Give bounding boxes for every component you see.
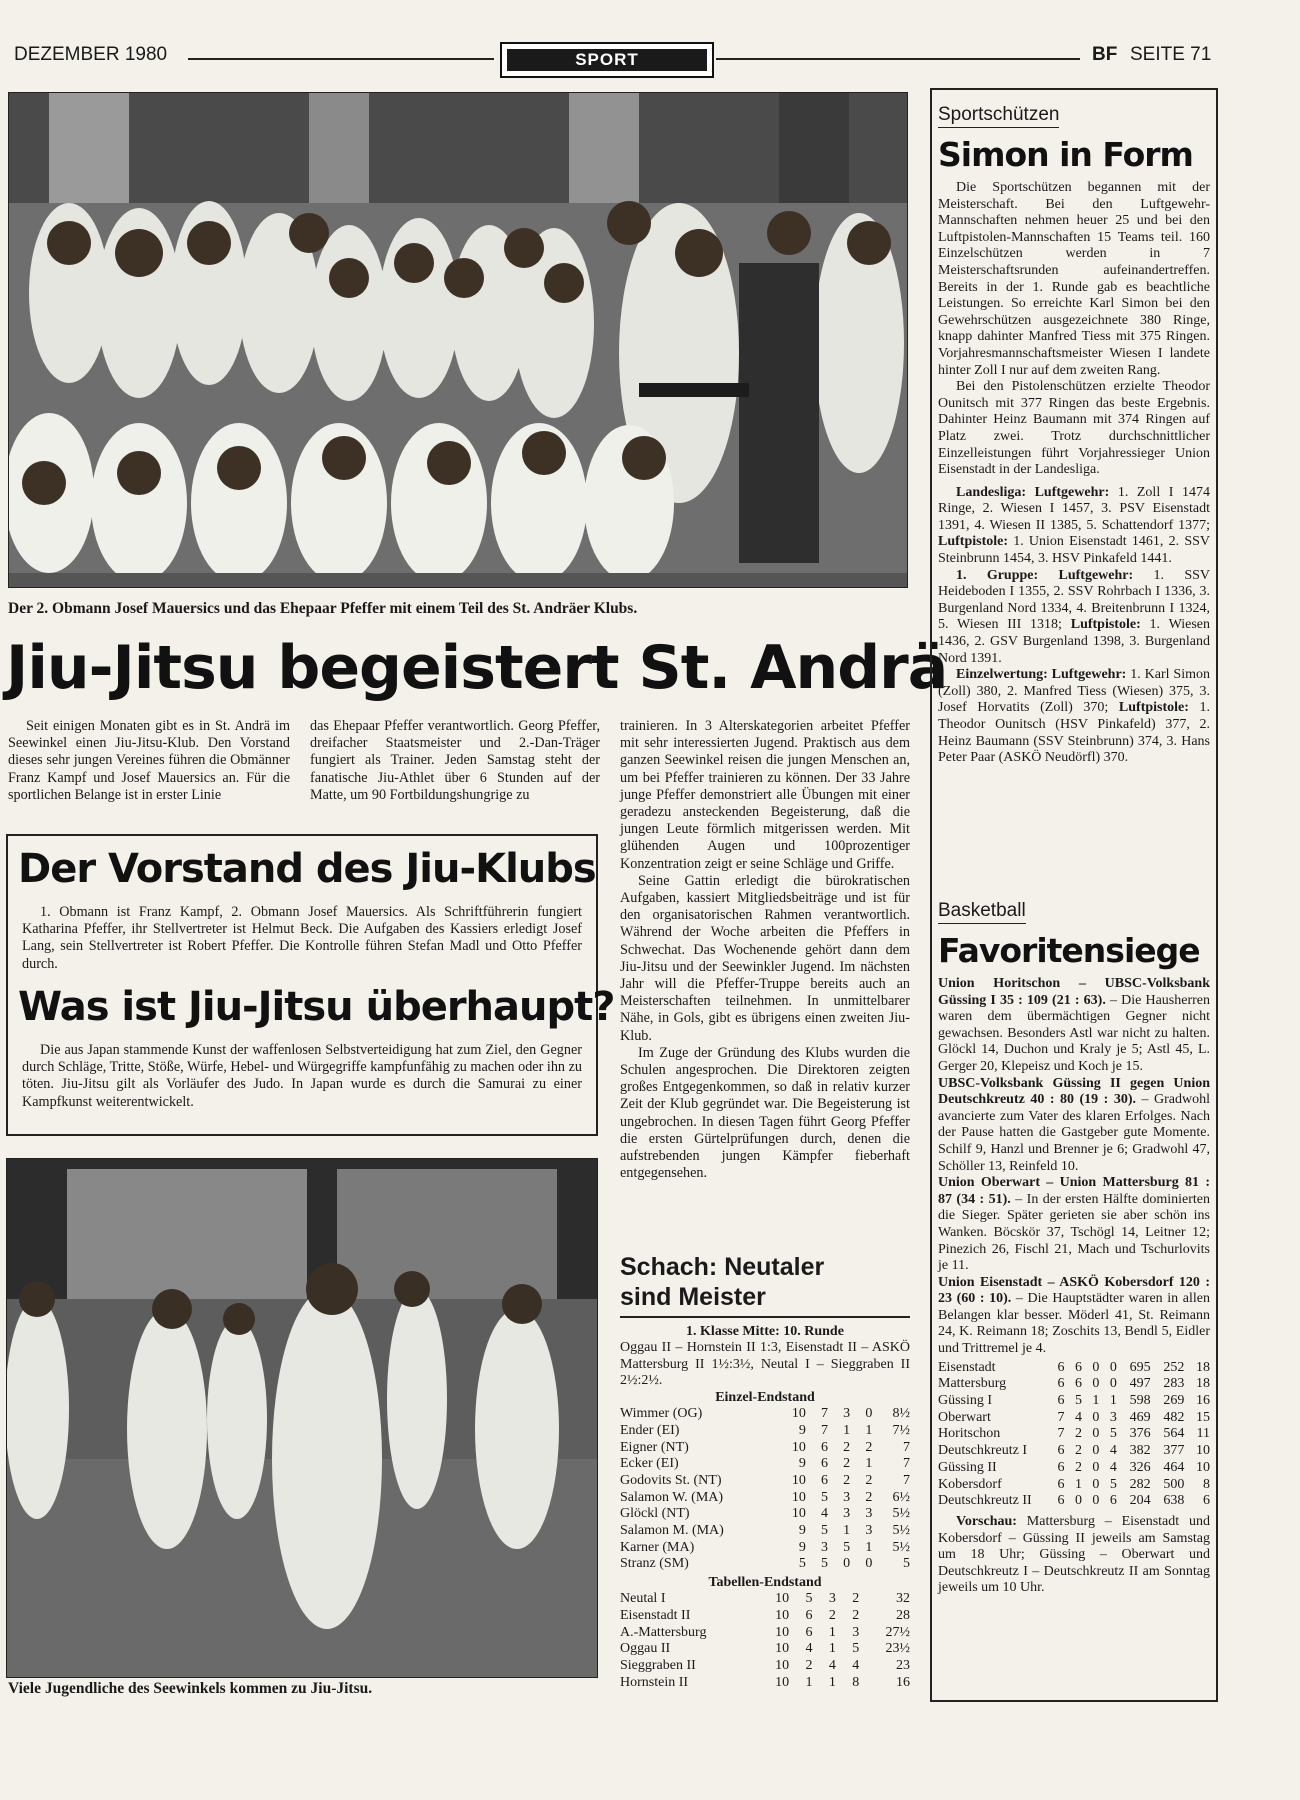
einzel-row	[620, 1540, 910, 1557]
row-value: 3	[1109, 1409, 1117, 1425]
game-1-head: Union Horitschon – UBSC-Volksbank Güssing I 35 : 109 (21 : 63).	[938, 976, 1210, 1008]
article-col-2	[310, 718, 600, 804]
sportschuetzen-body	[938, 180, 1210, 767]
row-value: 27½	[885, 1624, 910, 1640]
schach-tabellen-table	[620, 1591, 910, 1691]
sportschuetzen-r1	[938, 485, 1210, 568]
row-value: 10	[791, 1406, 806, 1422]
sportschuetzen-p2: Bei den Pistolenschützen erzielte Theodor Ounitsch mit 377 Ringen das beste Ergebnis. Dahinter Heinz Baumann mit 374 Ringen auf Platz zwei. Trotz durchschnittlicher Einzelleistungen führt Vorjahressieger Union Eisenstadt in der Landesliga.	[938, 379, 1210, 478]
top-photo	[8, 92, 908, 588]
row-value: 6	[805, 1624, 813, 1640]
row-value: 5½	[892, 1523, 910, 1539]
row-value: 10	[775, 1624, 790, 1640]
row-value: 6	[1057, 1443, 1065, 1459]
article-col-1	[8, 718, 290, 804]
r1-label2: Luftpistole:	[938, 534, 1008, 550]
row-value: 10	[1196, 1459, 1210, 1475]
row-label: Güssing II	[938, 1459, 997, 1475]
row-value: 377	[1163, 1443, 1185, 1459]
r1-text2: 1. Union Eisenstadt 1461, 2. SSV Steinbrunn 1454, 3. HSV Pinkafeld 1441.	[938, 534, 1211, 567]
vorstand-box	[6, 834, 615, 1136]
row-value: 4	[852, 1657, 860, 1673]
einzel-row	[620, 1490, 910, 1507]
row-label: Karner (MA)	[620, 1539, 695, 1555]
row-value: 376	[1129, 1426, 1151, 1442]
row-label: Glöckl (NT)	[620, 1506, 690, 1522]
row-value: 469	[1129, 1409, 1151, 1425]
tabelle-row	[620, 1591, 910, 1608]
r3-label2: Luftpistole:	[1118, 700, 1189, 716]
row-value: 32	[896, 1591, 910, 1607]
row-value: 10	[775, 1607, 790, 1623]
row-value: 6	[1057, 1493, 1065, 1509]
row-value: 7	[903, 1456, 910, 1472]
article-col-3-p3: Im Zuge der Gründung des Klubs wurden die Schulen angesprochen. Die Direktoren zeigten großes Entgegenkommen, so daß in relativ kurzer Zeit der Klub gegründet war. Die Begeisterung ist ungebrochen. In diesen Tagen führt Georg Pfeffer die ersten Gürtelprüfungen durch, denen die aufstrebenden jungen Kämpfer fieberhaft entgegensehen.	[620, 1044, 910, 1182]
row-value: 6	[1203, 1493, 1210, 1509]
row-value: 2	[843, 1472, 851, 1488]
row-value: 5	[852, 1641, 860, 1657]
sportschuetzen-kicker: Sportschützen	[938, 104, 1059, 128]
basketball-row	[938, 1460, 1210, 1477]
row-value: 7	[903, 1439, 910, 1455]
r3-text: 1. Karl Simon (Zoll) 380, 2. Manfred Tiess (Wiesen) 375, 3. Josef Horvatits (Zoll) 370;	[938, 667, 1210, 716]
row-value: 5	[1074, 1393, 1082, 1409]
sportschuetzen-section	[938, 104, 1210, 767]
row-value: 5	[821, 1523, 828, 1539]
row-value: 5	[821, 1489, 828, 1505]
basketball-kicker: Basketball	[938, 900, 1026, 924]
basketball-table	[938, 1360, 1210, 1510]
einzel-row	[620, 1406, 910, 1423]
row-value: 695	[1129, 1359, 1151, 1375]
row-value: 9	[798, 1539, 806, 1555]
row-value: 11	[1196, 1426, 1210, 1442]
was-ist-paragraph: Die aus Japan stammende Kunst der waffenlosen Selbstverteidigung hat zum Ziel, den Gegner durch Schläge, Tritte, Stöße, Würfe, Hebel- und Würgegriffe kampfunfähig zu machen oder ihn zu töten. Jiu-Jitsu gilt als Vorläufer des Judo. In Japan wurde es durch die Samurai zu einer Kampfkunst weiterentwickelt.	[22, 1042, 582, 1110]
row-value: 6	[1057, 1476, 1065, 1492]
row-label: Sieggraben II	[620, 1657, 696, 1673]
section-label: SPORT	[507, 49, 707, 71]
sportschuetzen-r2	[938, 568, 1210, 668]
game-4-text: – Die Hauptstädter waren in allen Belangen klar besser. Möderl 41, St. Reimann 24, K. Reimann 18; Zoschits 13, Bendl 5, Eidler und Trittremel je 4.	[938, 1291, 1210, 1357]
bottom-photo-caption: Viele Jugendliche des Seewinkels kommen zu Jiu-Jitsu.	[8, 1680, 373, 1697]
row-label: Salamon W. (MA)	[620, 1489, 724, 1505]
row-value: 23	[896, 1657, 910, 1673]
row-value: 6	[1057, 1376, 1065, 1392]
row-value: 497	[1129, 1376, 1151, 1392]
row-value: 6	[1074, 1359, 1082, 1375]
row-value: 6	[805, 1607, 813, 1623]
row-value: 283	[1163, 1376, 1185, 1392]
tabelle-row	[620, 1658, 910, 1675]
row-value: 252	[1163, 1359, 1185, 1375]
game-2-head: UBSC-Volksbank Güssing II gegen Union Deutschkreutz 40 : 80 (19 : 30).	[938, 1075, 1210, 1108]
row-value: 1	[865, 1422, 873, 1438]
row-value: 10	[775, 1674, 790, 1690]
row-value: 2	[1074, 1459, 1082, 1475]
bottom-photo	[6, 1158, 598, 1678]
row-value: 1	[1092, 1393, 1100, 1409]
game-4-head: Union Eisenstadt – ASKÖ Kobersdorf 120 : 23 (60 : 10).	[938, 1274, 1210, 1307]
row-value: 9	[798, 1422, 806, 1438]
row-value: 10	[775, 1657, 790, 1673]
row-value: 15	[1196, 1409, 1210, 1425]
row-value: 6	[1057, 1359, 1065, 1375]
row-value: 4	[1109, 1443, 1117, 1459]
schach-results-text: Oggau II – Hornstein II 1:3, Eisenstadt II – ASKÖ Mattersburg II 1½:3½, Neutal I – Sieggraben II 2½:2½.	[620, 1340, 910, 1389]
row-value: 638	[1163, 1493, 1185, 1509]
row-label: Güssing I	[938, 1393, 993, 1409]
basketball-row	[938, 1376, 1210, 1393]
schach-headline-line-1: Schach: Neutaler	[620, 1253, 825, 1281]
row-value: 4	[1109, 1459, 1117, 1475]
basketball-body	[938, 976, 1210, 1358]
row-value: 0	[1092, 1459, 1100, 1475]
row-value: 28	[896, 1607, 910, 1623]
row-value: 1	[865, 1456, 873, 1472]
row-value: 8½	[892, 1406, 910, 1422]
row-value: 6	[1109, 1493, 1117, 1509]
r2-label2: Luftpistole:	[1070, 617, 1141, 633]
row-value: 0	[1092, 1476, 1100, 1492]
row-value: 3	[865, 1523, 873, 1539]
row-value: 6	[1074, 1376, 1082, 1392]
row-label: Wimmer (OG)	[620, 1406, 703, 1422]
schach-einzel-table	[620, 1406, 910, 1573]
einzel-row	[620, 1456, 910, 1473]
row-value: 2	[865, 1472, 873, 1488]
row-value: 10	[1196, 1443, 1210, 1459]
r1-text: 1. Zoll I 1474 Ringe, 2. Wiesen I 1457, 3. PSV Eisenstadt 1391, 4. Wiesen II 1385, 5. Schattendorf 1377;	[938, 484, 1211, 533]
row-value: 2	[865, 1439, 873, 1455]
row-value: 0	[1074, 1493, 1082, 1509]
row-value: 8	[852, 1674, 860, 1690]
basketball-row	[938, 1360, 1210, 1377]
article-col-3-p1: trainieren. In 3 Alterskategorien arbeitet Pfeffer mit sehr interessierten Jugend. Praktisch aus dem ganzen Seewinkel reisen die jungen Menschen an, um bei Pfeffer trainieren zu können. Der 33 Jahre junge Pfeffer demonstriert alle Übungen mit einer geradezu ansteckenden Begeisterung, daß die jungen Leute förmlich mitgerissen werden. Mit glühenden Augen und 100prozentiger Konzentration zeigt er seine Schläge und Griffe.	[620, 718, 910, 872]
row-label: Eisenstadt	[938, 1359, 996, 1375]
row-value: 2	[1074, 1443, 1082, 1459]
row-label: Salamon M. (MA)	[620, 1523, 724, 1539]
row-value: 7	[1057, 1426, 1065, 1442]
row-value: 3	[828, 1591, 836, 1607]
row-value: 5	[805, 1591, 813, 1607]
row-value: 0	[865, 1406, 873, 1422]
tabelle-row	[620, 1625, 910, 1642]
row-value: 7	[903, 1472, 910, 1488]
einzel-row	[620, 1473, 910, 1490]
article-col-2-text: das Ehepaar Pfeffer verantwortlich. Georg Pfeffer, dreifacher Staatsmeister und 2.-Dan-Träger fungiert als Trainer. Jeden Samstag steht der fanatische Jiu-Athlet über 6 Stunden auf der Matte, um 90 Fortbildungshungrige zu	[310, 718, 600, 803]
tabelle-row	[620, 1675, 910, 1692]
row-value: 2	[843, 1439, 851, 1455]
einzel-row	[620, 1440, 910, 1457]
basketball-vorschau	[938, 1514, 1210, 1597]
r2-text2: 1. Wiesen 1436, 2. GSV Burgenland 1398, 3. Burgenland Nord 1391.	[938, 617, 1210, 666]
vorstand-paragraph: 1. Obmann ist Franz Kampf, 2. Obmann Josef Mauersics. Als Schriftführerin fungiert Katharina Pfeffer, ihr Stellvertreter ist Helmut Beck. Die Aufgaben des Kassiers erledigt Josef Lang, sein Stellvertreter ist Robert Pfeffer. Die Kontrolle führen Stefan Madl und Otto Pfeffer durch.	[22, 904, 582, 972]
row-value: 3	[865, 1506, 873, 1522]
row-value: 5	[1109, 1426, 1117, 1442]
row-value: 7	[821, 1406, 828, 1422]
row-value: 6	[821, 1472, 828, 1488]
row-value: 6	[821, 1456, 828, 1472]
vorschau-text: Mattersburg – Eisenstadt und Kobersdorf – Güssing II jeweils am Samstag um 18 Uhr; Güssing – Oberwart und Deutschkreutz I – Deutschkreutz II am Sonntag jeweils um 10 Uhr.	[938, 1513, 1210, 1596]
row-value: 10	[791, 1439, 806, 1455]
row-value: 9	[798, 1456, 806, 1472]
row-value: 18	[1196, 1359, 1210, 1375]
was-ist-text	[22, 1042, 582, 1111]
row-value: 0	[843, 1556, 851, 1572]
row-label: Ender (EI)	[620, 1422, 680, 1438]
row-value: 1	[805, 1674, 813, 1690]
game-3-text: – In der ersten Hälfte dominierten die Sieger. Später gerieten sie aber schön ins Wanken. Böcskör 37, Tschögl 14, Leitner 12; Pinezich 26, Fischl 21, Mach und Tschurlovits je 11.	[938, 1191, 1210, 1274]
row-value: 5	[798, 1556, 806, 1572]
row-value: 10	[775, 1591, 790, 1607]
schach-section	[620, 1252, 910, 1691]
schach-round-title: 1. Klasse Mitte: 10. Runde	[686, 1324, 844, 1339]
row-label: Eisenstadt II	[620, 1607, 691, 1623]
row-value: 5	[903, 1556, 910, 1572]
row-value: 2	[852, 1607, 860, 1623]
game-2-text: – Gradwohl avancierte zum Vater des klaren Erfolges. Nach der Pause hatten die Gastgeber gute Momente. Schilf 9, Hanzl und Brenner je 6; Gradwohl 47, Schöller 13, Reinfeld 10.	[938, 1092, 1210, 1174]
tabelle-row	[620, 1641, 910, 1658]
issue-date: DEZEMBER 1980	[14, 44, 168, 65]
basketball-row	[938, 1493, 1210, 1510]
row-value: 1	[1074, 1476, 1082, 1492]
vorschau-label: Vorschau:	[956, 1513, 1017, 1529]
schach-tabellen-title: Tabellen-Endstand	[708, 1575, 822, 1591]
row-value: 204	[1129, 1493, 1151, 1509]
r2-label: 1. Gruppe: Luftgewehr:	[956, 567, 1134, 583]
row-value: 326	[1129, 1459, 1151, 1475]
page-number: SEITE 71	[1130, 44, 1212, 65]
row-value: 0	[1109, 1376, 1117, 1392]
vorstand-text	[22, 904, 582, 973]
game-1-text: – Die Hausherren waren dem übermächtigen Gegner nicht gewachsen. Besonders Astl war nicht zu halten. Glöckl 14, Duchon und Kraly je 5; Astl 45, L. Gerger 20, Klepeisz und Koch je 15.	[938, 992, 1210, 1074]
row-value: 7½	[892, 1422, 910, 1438]
article-col-3-p2: Seine Gattin erledigt die bürokratischen Aufgaben, kassiert Mitgliedsbeiträge und ist für den organisatorischen Rahmen verantwortlich. Während der Woche arbeiten die Pfeffers in Schwechat. Das Wochenende gehört dann dem Jiu-Jitsu und der Seewinkler Jugend. Im nächsten Jahr will die Pfeffer-Truppe bereits auch an Meisterschaften teilnehmen. In unmittelbarer Nähe, in Gols, gibt es übrigens einen zweiten Jiu-Klub.	[620, 872, 910, 1044]
row-value: 16	[1196, 1393, 1210, 1409]
basketball-headline: Favoritensiege	[938, 931, 1200, 970]
row-label: Neutal I	[620, 1591, 666, 1607]
schach-einzel-title: Einzel-Endstand	[715, 1390, 815, 1406]
schach-results	[620, 1340, 910, 1390]
row-value: 7	[821, 1422, 828, 1438]
row-value: 2	[843, 1456, 851, 1472]
row-value: 3	[843, 1489, 851, 1505]
row-label: Hornstein II	[620, 1674, 689, 1690]
basketball-row	[938, 1477, 1210, 1494]
row-value: 16	[896, 1674, 910, 1690]
row-value: 10	[791, 1489, 806, 1505]
row-value: 9	[798, 1523, 806, 1539]
r3-text2: 1. Theodor Ounitsch (HSV Pinkafeld) 377, 2. Heinz Baumann (SSV Steinbrunn) 374, 3. Hans Peter Paar (ASKÖ Neudörfl) 370.	[938, 700, 1211, 766]
row-value: 4	[821, 1506, 828, 1522]
row-value: 0	[865, 1556, 873, 1572]
article-col-3	[620, 718, 910, 1182]
row-value: 3	[843, 1506, 851, 1522]
row-value: 0	[1092, 1443, 1100, 1459]
row-value: 23½	[885, 1641, 910, 1657]
row-value: 5½	[892, 1506, 910, 1522]
row-value: 0	[1092, 1376, 1100, 1392]
row-value: 1	[828, 1624, 836, 1640]
row-value: 8	[1203, 1476, 1210, 1492]
row-value: 1	[828, 1674, 836, 1690]
row-label: Godovits St. (NT)	[620, 1472, 722, 1488]
was-ist-headline: Was ist Jiu-Jitsu überhaupt?	[18, 984, 615, 1030]
basketball-row	[938, 1410, 1210, 1427]
row-label: Ecker (EI)	[620, 1456, 679, 1472]
row-label: Mattersburg	[938, 1376, 1007, 1392]
row-value: 2	[852, 1591, 860, 1607]
row-value: 2	[865, 1489, 873, 1505]
row-value: 10	[791, 1472, 806, 1488]
row-value: 0	[1092, 1493, 1100, 1509]
sportschuetzen-headline: Simon in Form	[938, 135, 1193, 174]
row-value: 4	[805, 1641, 813, 1657]
sportschuetzen-r3	[938, 667, 1210, 767]
row-value: 5	[843, 1539, 851, 1555]
row-value: 2	[1074, 1426, 1082, 1442]
row-value: 1	[1109, 1393, 1117, 1409]
row-value: 598	[1129, 1393, 1151, 1409]
row-value: 6	[1057, 1393, 1065, 1409]
row-value: 3	[852, 1624, 860, 1640]
basketball-row	[938, 1393, 1210, 1410]
r1-label: Landesliga: Luftgewehr:	[956, 484, 1110, 500]
basketball-section	[938, 900, 1210, 1597]
row-value: 5½	[892, 1539, 910, 1555]
row-value: 5	[821, 1556, 828, 1572]
row-value: 1	[843, 1422, 851, 1438]
r3-label: Einzelwertung: Luftgewehr:	[956, 667, 1127, 683]
row-value: 1	[828, 1641, 836, 1657]
row-label: Deutschkreutz II	[938, 1493, 1032, 1509]
row-label: Eigner (NT)	[620, 1439, 689, 1455]
main-headline: Jiu-Jitsu begeistert St. Andrä	[6, 633, 948, 703]
row-value: 3	[821, 1539, 828, 1555]
header-rule-left	[188, 58, 494, 60]
row-value: 2	[805, 1657, 813, 1673]
schach-headline-line-2: sind Meister	[620, 1282, 910, 1318]
row-value: 4	[828, 1657, 836, 1673]
top-photo-caption: Der 2. Obmann Josef Mauersics und das Ehepaar Pfeffer mit einem Teil des St. Andräer Klubs.	[8, 600, 638, 617]
game-2	[938, 1076, 1210, 1176]
einzel-row	[620, 1523, 910, 1540]
row-value: 7	[1057, 1409, 1065, 1425]
row-value: 564	[1163, 1426, 1185, 1442]
row-value: 0	[1092, 1409, 1100, 1425]
row-value: 1	[843, 1523, 851, 1539]
row-value: 5	[1109, 1476, 1117, 1492]
paper-logo: BF	[1092, 44, 1118, 65]
row-value: 0	[1092, 1426, 1100, 1442]
row-label: A.-Mattersburg	[620, 1624, 707, 1640]
article-col-1-text: Seit einigen Monaten gibt es in St. Andrä im Seewinkel einen Jiu-Jitsu-Klub. Den Vorstand dieses sehr jungen Vereines führen die Obmänner Franz Kampf und Josef Mauersics an. Für die sportlichen Belange ist in erster Linie	[8, 718, 290, 803]
row-value: 500	[1163, 1476, 1185, 1492]
row-value: 10	[791, 1506, 806, 1522]
basketball-row	[938, 1426, 1210, 1443]
header-rule-right	[716, 58, 1080, 60]
row-value: 269	[1163, 1393, 1185, 1409]
game-3-head: Union Oberwart – Union Mattersburg 81 : 87 (34 : 51).	[938, 1175, 1210, 1207]
row-value: 1	[865, 1539, 873, 1555]
einzel-row	[620, 1423, 910, 1440]
game-1	[938, 976, 1210, 1076]
game-3	[938, 1175, 1210, 1275]
game-4	[938, 1275, 1210, 1358]
row-label: Oggau II	[620, 1641, 671, 1657]
row-value: 0	[1092, 1359, 1100, 1375]
row-value: 18	[1196, 1376, 1210, 1392]
sportschuetzen-p1: Die Sportschützen begannen mit der Meisterschaft. Bei den Luftgewehr-Mannschaften nehmen heuer 25 und bei den Luftpistolen-Mannschaften 15 Teams teil. 160 Einzelschützen werden in 7 Meisterschaftsrunden aufeinandertreffen. Bereits in der 1. Runde gab es beachtliche Leistungen. So erreichte Karl Simon bei den Gewehrschützen ausgezeichnete 380 Ringe, knapp dahinter Manfred Tiess mit 375 Ringen. Vorjahresmannschaftsmeister Wiesen I landete hinter Zoll I nur auf dem zweiten Rang.	[938, 180, 1210, 378]
row-value: 6	[821, 1439, 828, 1455]
vorstand-headline: Der Vorstand des Jiu-Klubs	[18, 846, 596, 892]
row-label: Deutschkreutz I	[938, 1443, 1028, 1459]
row-value: 464	[1163, 1459, 1185, 1475]
row-value: 6	[1057, 1459, 1065, 1475]
einzel-row	[620, 1506, 910, 1523]
r2-text: 1. SSV Heideboden I 1355, 2. SSV Rohrbach I 1336, 3. Burgenland Nord 1334, 4. Breitenbrunn I 1324, 5. Wiesen III 1318;	[938, 567, 1210, 633]
row-value: 4	[1074, 1409, 1082, 1425]
tabelle-row	[620, 1608, 910, 1625]
row-value: 0	[1109, 1359, 1117, 1375]
row-label: Oberwart	[938, 1409, 991, 1425]
sidebar-box	[930, 88, 1218, 1702]
row-value: 482	[1163, 1409, 1185, 1425]
row-value: 282	[1129, 1476, 1151, 1492]
row-value: 382	[1129, 1443, 1151, 1459]
row-label: Horitschon	[938, 1426, 1001, 1442]
basketball-row	[938, 1443, 1210, 1460]
row-label: Kobersdorf	[938, 1476, 1002, 1492]
row-label: Stranz (SM)	[620, 1556, 689, 1572]
row-value: 6½	[892, 1489, 910, 1505]
row-value: 10	[775, 1641, 790, 1657]
section-box	[500, 42, 714, 78]
row-value: 3	[843, 1406, 851, 1422]
einzel-row	[620, 1556, 910, 1573]
row-value: 2	[828, 1607, 836, 1623]
vorschau-paragraph	[938, 1514, 1210, 1597]
